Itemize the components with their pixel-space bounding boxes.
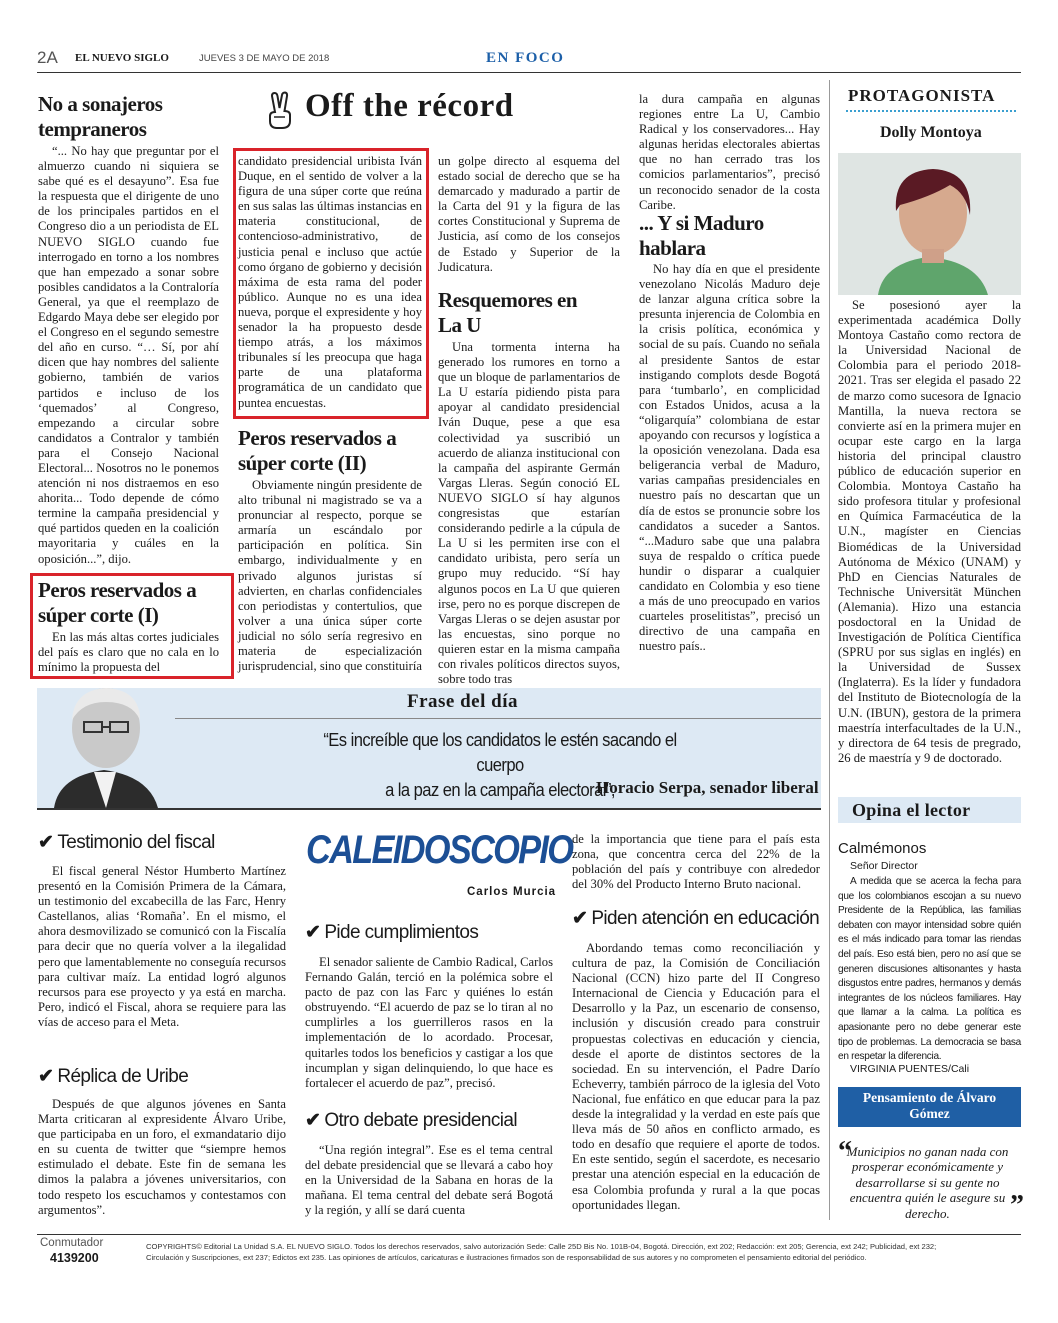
- opina-signature: VIRGINIA PUENTES/Cali: [850, 1063, 970, 1075]
- check-icon: ✔: [572, 908, 588, 929]
- page-number: 2A: [37, 48, 58, 67]
- article-text: Una tormenta interna ha generado los rumores en torno a que un bloque de parlamentarios de La U estaría pidiendo pista para apoyar al candidato presidencial Iván Duque, pese a que esa colectividad ya suscribió un acuerdo de alianza institucional con la campaña del aspirante Germán Vargas Lleras. Según conoció EL NUEVO SIGLO sí hay algunos congresistas que estarían considerando pedirle a la cúpula de La U si les permiten irse con el candidato uribista, pero sería un grupo muy reducido. “Sí hay algunos pocos en La U que quieren irse, pero no es porque discrepen de Vargas Lleras o se dejen asustar por las encuestas, sino porque no quieren estar en la misma campaña con rivales políticos directos suyos, sobre todo tras: [438, 340, 620, 687]
- item-text: Abordando temas como reconciliación y cultura de paz, la Comisión de Conciliación Nacional (CCN) hizo parte del II Congreso Internacional de Ciencia y Educación para el Desarrollo y la Paz, un escenario de consenso, inclusión y discusión creado para construir propuestas colectivas en educación y ciencia, desde el aporte de distintos sectores de la sociedad. En su intervención, el Padre Darío Echeverry, también párroco de la iglesia del Voto Nacional, fue enfático en que educar para la paz desde la integralidad y la verdad en este país que lleva más de 50 años en conflicto armado, es todo en desafío que requiere el aporte de todos. En este sentido, según el sacerdote, es necesario prestar una atención especial en la educación de esa Colombia profunda y rural a la que pocas oportunidades llegan.: [572, 941, 820, 1212]
- item-text: El senador saliente de Cambio Radical, Carlos Fernando Galán, terció en la polémica sobre el pacto de paz con las Farc y quiénes lo están obstruyendo. “El acuerdo de paz se lo tiran al no cumplirles a los guerrilleros rasos en la implementación de lo acordado. Procesar, quitarles todos los beneficios y castigar a los que incumplan y sigan delinquiendo, lo que hace es fortalecer el acuerdo de paz”, precisó.: [305, 955, 553, 1090]
- section-label: EN FOCO: [486, 50, 565, 66]
- quote-close-icon: ”: [1010, 1190, 1024, 1221]
- article-text: un golpe directo al esquema del estado social de derecho que se ha demarcado y madurado a partir de la Carta del 91 y la figura de las cortes Constitucional y Suprema de Justicia, así como de los consejos de Estado y Superior de la Judicatura.: [438, 154, 620, 274]
- item-title: ✔ Otro debate presidencial: [305, 1110, 517, 1131]
- section-title: Peros reservados a súper corte (I): [38, 578, 197, 627]
- item-text: Después de que algunos jóvenes en Santa Marta criticaran al expresidente Álvaro Uribe, que participaba en un foro, el exmandatario dijo en su cuenta de twitter que “siempre hemos estimulado el debate. Este fin de semana les dimos la palabra a jóvenes universitarios, con todo respeto los escuchamos y contestamos con argumentos”.: [38, 1097, 286, 1217]
- frase-title-rule: [175, 718, 821, 719]
- protagonista-text: Se posesionó ayer la experimentada académica Dolly Montoya Castaño como rectora de la Universidad Nacional de Colombia para el periodo 2018-2021. Tras ser elegida el pasado 22 de marzo como sucesora de Ignacio Mantilla, la nueva rectora se convierte así en la primera mujer en ocupar este cargo en la larga historia del principal claustro público de educación superior en Colombia. Montoya Castaño ha sido profesora titular y profesional en Química Farmacéutica de la U.N., magíster en Ciencias Biomédicas de la Universidad Autónoma de México (UNAM) y PhD en Ciencias Naturales de Technische Universität München (Alemania). Hizo una estancia posdoctoral en la Unidad de Investigación de Política Científica (SPRU por sus siglas en inglés) en la Universidad de Sussex (Inglaterra). Es la líder y fundadora del Instituto de Biotecnología de la U.N. (IBUN), gestora de la primera maestría interfacultades de la U.N., y directora de 64 tesis de pregrado, 26 de maestría y 9 de doctorado.: [838, 298, 1021, 765]
- footer-legal: COPYRIGHTS© Editorial La Unidad S.A. EL NUEVO SIGLO. Todos los derechos reservados, salvo autorización Sede: Calle 25D Bis No. 101B-04, Bogotá. Dirección, ext 202; Redacción: ext 205; Gerencia, ext 242; Publicidad, ext 232; Circulación y Suscripciones, ext 237; Edictos ext 235. Las opiniones de artículos, caricaturas e ilustraciones firmados son de responsabilidad de sus autores y no comprometen el pensamiento editorial del periódico.: [146, 1242, 937, 1262]
- check-icon: ✔: [305, 1110, 321, 1131]
- opina-title: Opina el lector: [852, 800, 971, 820]
- section-title: No a sonajeros tempraneros: [38, 92, 163, 141]
- item-title: ✔ Réplica de Uribe: [38, 1066, 189, 1087]
- footer-rule: [37, 1234, 1021, 1235]
- frase-title: Frase del día: [407, 691, 518, 712]
- item-title: ✔ Pide cumplimientos: [305, 922, 479, 943]
- section-title: Resquemores en La U: [438, 288, 578, 337]
- article-text: la dura campaña en algunas regiones entre La U, Cambio Radical y los conservadores... Hay algunas heridas electorales abiertas que no han cerrado tras los comicios parlamentarios”, precisó un reconocido senador de la costa Caribe.: [639, 92, 820, 212]
- issue-date: JUEVES 3 DE MAYO DE 2018: [199, 53, 330, 64]
- article-text: En las más altas cortes judiciales del país es claro que no cala en lo mínimo la propuesta del: [38, 630, 219, 675]
- item-title: ✔ Testimonio del fiscal: [38, 832, 215, 853]
- section-title: ... Y si Maduro hablara: [639, 211, 764, 260]
- article-text: “... No hay que preguntar por el almuerzo cuando ni siquiera se sabe qué es el desayuno”. Esa fue la respuesta que el dirigente de uno de los principales partidos en el Congreso dio a un periodista de EL NUEVO SIGLO cuando fue interrogado en torno a los nombres que han empezado a sonar sobre posibles candidatos a la Contraloría General, ya que el reemplazo de Edgardo Maya debe ser elegido por el Congreso en el segundo semestre del año en curso. “… Sí, por ahí dicen que hay nombres del saliente gobierno, también de varios partidos e incluso de los ‘quemados’ al Congreso, empezando a circular sobre candidatos a Contralor y también para el Consejo Nacional Electoral... Nosotros no le ponemos atención ni nos distraemos en eso ahorita... Todo depende de cómo termine la campaña presidencial y qué partidos queden en la coalición mayoritaria y cuáles en la oposición...”, dijo.: [38, 144, 219, 566]
- page-header: [37, 46, 1021, 72]
- check-icon: ✔: [38, 1066, 54, 1087]
- serpa-photo: [44, 676, 168, 808]
- pensamiento-title: Pensamiento de Álvaro Gómez: [862, 1090, 997, 1121]
- protagonista-label: PROTAGONISTA: [848, 86, 996, 105]
- item-text: “Una región integral”. Ese es el tema central del debate presidencial que se llevará a cabo hoy en la Universidad de la Sabana en horas de la mañana. El tema central del debate será Bogotá y la región, y allí se dará cuenta: [305, 1143, 553, 1218]
- item-title: ✔ Piden atención en educación: [572, 908, 820, 929]
- dotted-rule: [846, 110, 1016, 112]
- portrait-photo: [838, 153, 1021, 295]
- pensamiento-quote: Municipios no ganan nada con prosperar económicamente y desarrollarse si su gente no encuentra quién le asegure su derecho.: [846, 1144, 1009, 1221]
- peace-hand-icon: [263, 90, 297, 130]
- section-title: Peros reservados a súper corte (II): [238, 426, 397, 475]
- article-text: Obviamente ningún presidente de alto tribunal ni magistrado se va a pronunciar al respecto, porque se armaría un escándalo por participación en política. Sin embargo, individualmente y en privado algunos juristas sí advierten, en charlas confidenciales con periodistas y contertulios, que volver a una única súper corte judicial no sólo sería regresivo en materia de especialización jurisprudencial, sino que constituiría: [238, 478, 422, 674]
- frase-author: Horacio Serpa, senador liberal: [596, 778, 819, 797]
- opina-headline: Calmémonos: [838, 840, 927, 857]
- item-text: El fiscal general Néstor Humberto Martínez presentó en la Comisión Primera de la Cámara, un testimonio del excabecilla de las Farc, Henry Castellanos, alias ‘Romaña’. En el mismo, el ahora desmovilizado se comunicó con la Fiscalía para decir que no quería volver a la ilegalidad pero que lamentablemente no conseguía recursos para cultivar maíz. La entidad logró algunos recursos para ese proyecto y ya está en marcha. Pero, indicó el Fiscal, ahora se requiere para las vías de acceso para el Meta.: [38, 864, 286, 1029]
- offrecord-title: Off the récord: [305, 88, 514, 124]
- check-icon: ✔: [305, 922, 321, 943]
- protagonista-name: Dolly Montoya: [880, 124, 982, 141]
- opina-text: A medida que se acerca la fecha para que los colombianos escojan a su nuevo Presidente de la República, las familias debaten con mayor intensidad sobre quién es el más indicado para tomar las riendas del país. Eso está bien, pero no así que se generen discusiones altisonantes y hasta disgustos entre padres, hermanos y demás integrantes de los núcleos familiares. Hay que llamar a la calma. La política es apasionante pero no debe generar este tipo de problemas. La democracia se basa en respetar la diferencia.: [838, 876, 1021, 1063]
- caleidoscopio-author: Carlos Murcia: [467, 886, 557, 898]
- article-text: No hay día en que el presidente venezolano Nicolás Maduro deje de lanzar alguna crítica sobre la presunta injerencia de Colombia en la crisis política, económica y social de su país. Cuando no señala al presidente Santos de estar instigando complots desde Bogotá para ‘tumbarlo’, en complicidad con Estados Unidos, acusa a la “oligarquía” colombiana de estar apoyando con recursos y logística a la oposición venezolana. Dada esa beligerancia verbal de Maduro, varias campañas presidenciales en nuestro país no descartan que un día de estos se pronuncie sobre los candidatos a suceder a Santos. “...Maduro sabe que una palabra suya de respaldo o crítica puede hundir o disparar a cualquier candidato en Colombia y eso tiene a más de uno preocupado en varios cuarteles proselitistas”, precisó un directivo de una campaña en nuestro país..: [639, 262, 820, 654]
- opina-salutation: Señor Director: [850, 860, 918, 872]
- quote-open-icon: “: [838, 1136, 852, 1167]
- frase-quote: “Es increíble que los candidatos le estén sacando el cuerpo a la paz en la campaña electoral”,: [323, 730, 677, 800]
- footer-label: Conmutador: [40, 1237, 104, 1249]
- article-text: candidato presidencial uribista Iván Duque, en el sentido de volver a la figura de una súper corte que reúna en sus salas las últimas instancias en materia constitucional, de contencioso-administrativo, de justicia penal e incluso que actúe como órgano de gobierno y decisión máxima de esta rama del poder público. Aunque no es una idea nueva, porque el expresidente y hoy senador la ha propuesto desde tiempo atrás, a los máximos tribunales sí les preocupa que haga parte de una plataforma programática de un candidato que puntea encuestas.: [238, 154, 422, 410]
- footer-number: 4139200: [50, 1251, 99, 1265]
- paper-name: EL NUEVO SIGLO: [75, 52, 169, 64]
- item-text: de la importancia que tiene para el país esta zona, que concentra cerca del 22% de la población del país y contribuye con alrededor del 30% del Producto Interno Bruto nacional.: [572, 832, 820, 892]
- caleidoscopio-title: CALEIDOSCOPIO: [306, 828, 573, 872]
- header-rule: [37, 72, 1021, 73]
- check-icon: ✔: [38, 832, 54, 853]
- column-rule: [829, 80, 830, 1220]
